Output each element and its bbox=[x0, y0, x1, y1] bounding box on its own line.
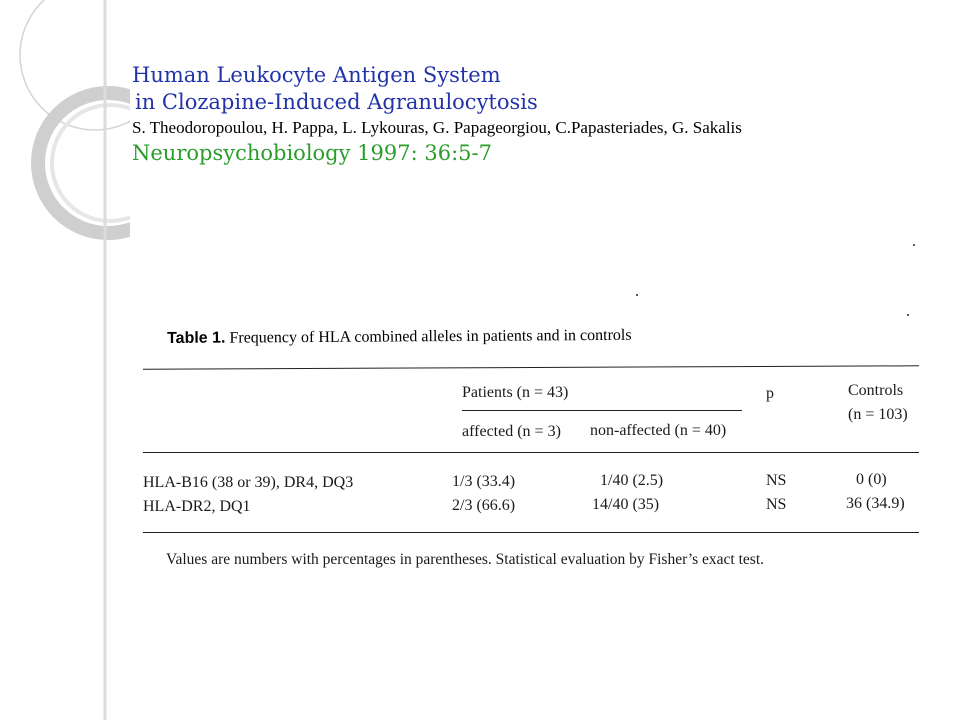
header-controls-n: (n = 103) bbox=[848, 406, 908, 423]
row-2-non-affected: 14/40 (35) bbox=[592, 496, 660, 513]
header-p: p bbox=[766, 385, 774, 402]
scan-speck bbox=[636, 294, 638, 296]
table-label: Table 1. bbox=[167, 329, 226, 347]
row-1-controls: 0 (0) bbox=[856, 471, 887, 488]
patients-subrule bbox=[462, 410, 742, 411]
scan-speck bbox=[907, 314, 909, 316]
paper-title-line-1: Human Leukocyte Antigen System bbox=[132, 63, 501, 87]
scan-speck bbox=[913, 244, 915, 246]
row-1-allele: HLA-B16 (38 or 39), DR4, DQ3 bbox=[143, 474, 354, 491]
table-footnote: Values are numbers with percentages in parentheses. Statistical evaluation by Fisher’s exact test. bbox=[166, 551, 765, 568]
row-2-p: NS bbox=[766, 496, 787, 513]
header-bottom-rule bbox=[143, 452, 919, 453]
row-1-p: NS bbox=[766, 472, 787, 489]
table-bottom-rule bbox=[143, 532, 919, 533]
row-2-allele: HLA-DR2, DQ1 bbox=[143, 498, 251, 515]
header-affected: affected (n = 3) bbox=[462, 423, 561, 440]
header-patients: Patients (n = 43) bbox=[462, 384, 569, 401]
paper-journal: Neuropsychobiology 1997: 36:5-7 bbox=[132, 141, 492, 165]
header-non-affected: non-affected (n = 40) bbox=[590, 422, 727, 439]
header-controls: Controls bbox=[848, 382, 904, 399]
row-2-controls: 36 (34.9) bbox=[846, 495, 905, 512]
table-top-rule bbox=[143, 365, 919, 369]
row-1-non-affected: 1/40 (2.5) bbox=[600, 472, 664, 489]
table-caption bbox=[167, 327, 632, 348]
paper-authors: S. Theodoropoulou, H. Pappa, L. Lykouras, G. Papageorgiou, C.Papasteriades, G. Sakalis bbox=[132, 118, 742, 137]
paper-title-line-2: in Clozapine-Induced Agranulocytosis bbox=[135, 90, 538, 114]
row-2-affected: 2/3 (66.6) bbox=[452, 497, 516, 514]
slide-decoration bbox=[0, 0, 130, 720]
row-1-affected: 1/3 (33.4) bbox=[452, 473, 516, 490]
citation-block bbox=[132, 62, 932, 167]
decor-thin-circle bbox=[20, 0, 130, 130]
table-caption-text: Frequency of HLA combined alleles in patients and in controls bbox=[229, 326, 632, 347]
